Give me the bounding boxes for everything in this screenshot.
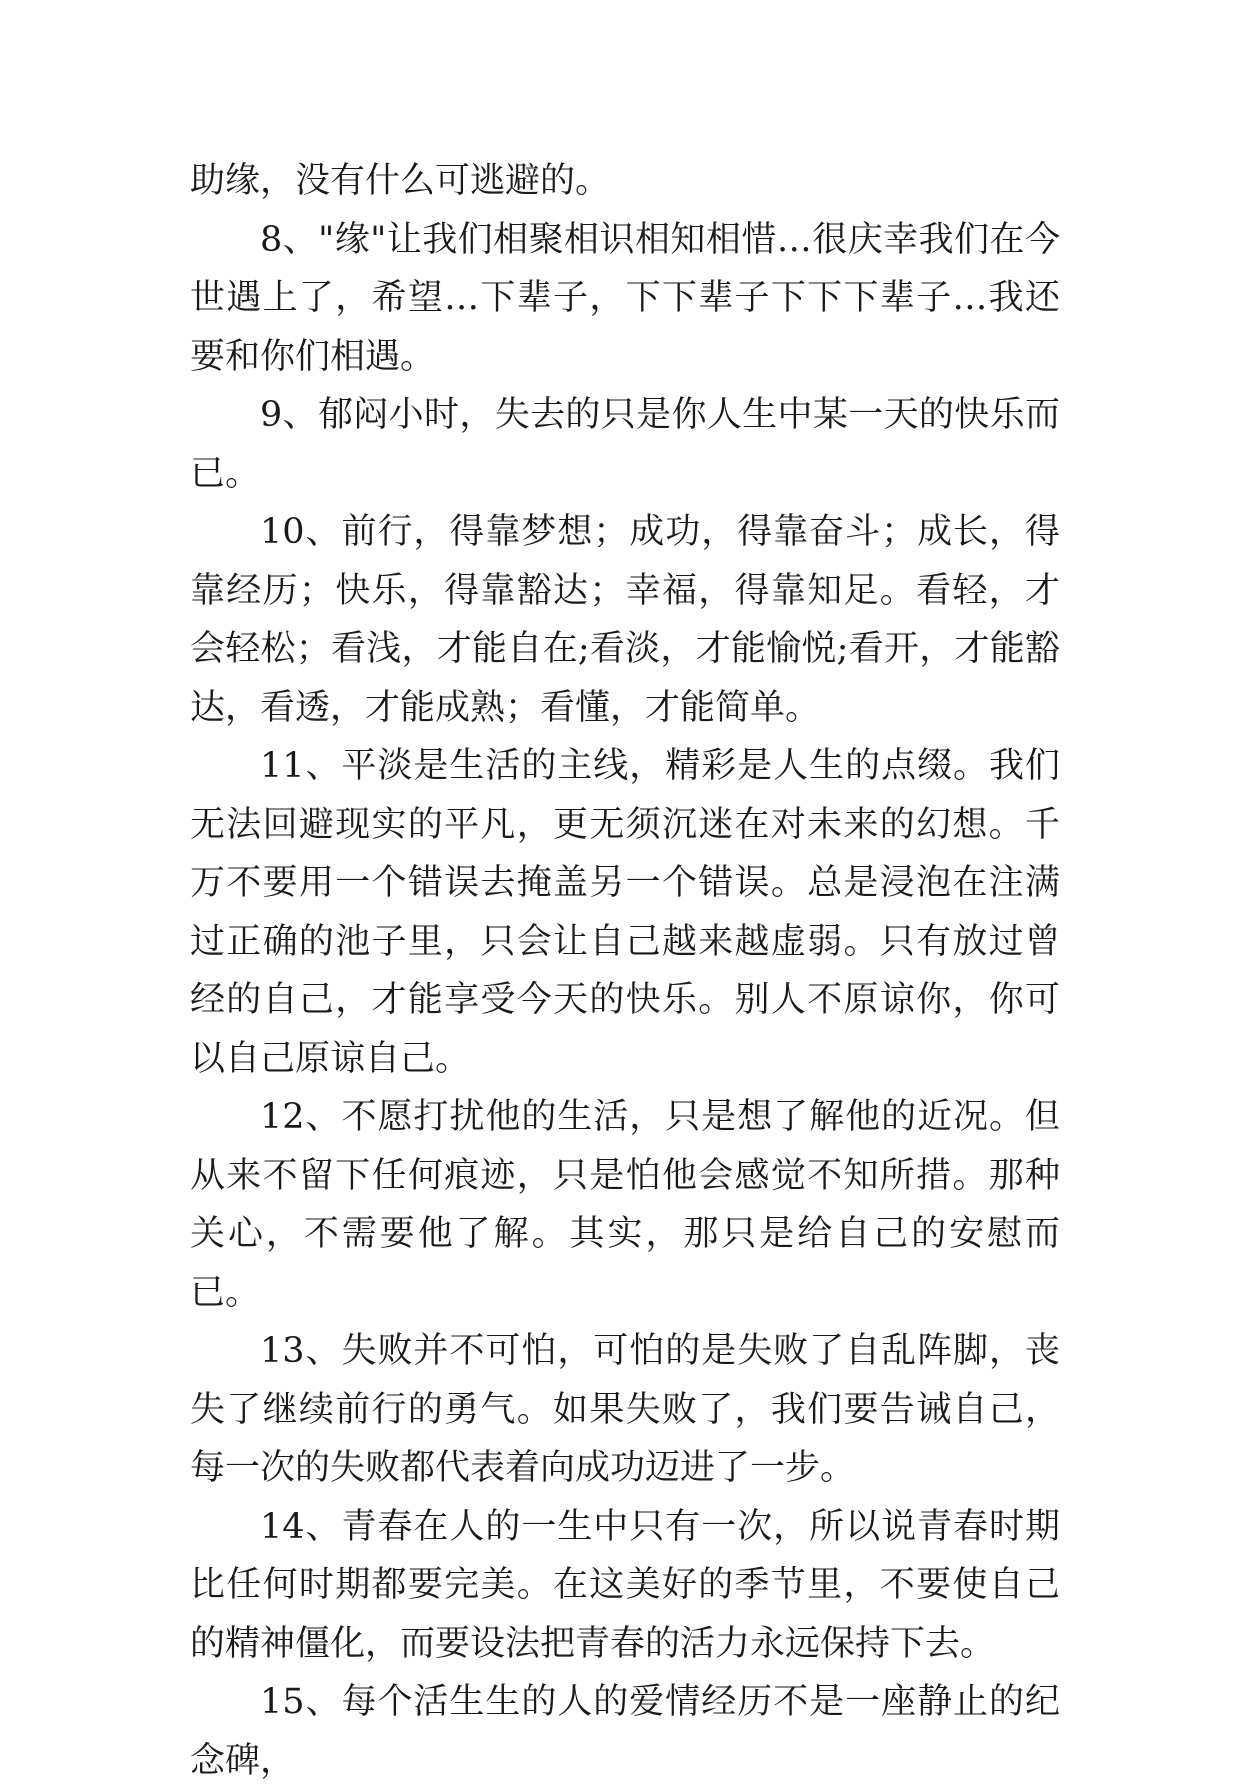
paragraph-item-9: 9、郁闷小时，失去的只是你人生中某一天的快乐而已。 [190, 395, 1060, 494]
paragraph-item-10: 10、前行，得靠梦想；成功，得靠奋斗；成长，得靠经历；快乐，得靠豁达；幸福，得靠知足。看轻，才会轻松；看浅，才能自在;看淡，才能愉悦;看开，才能豁达，看透，才能成熟；看懂，才能简单。 [190, 512, 1060, 728]
paragraph-continuation: 助缘，没有什么可逃避的。 [190, 161, 611, 201]
paragraph-item-13: 13、失败并不可怕，可怕的是失败了自乱阵脚，丧失了继续前行的勇气。如果失败了，我们要告诫自己，每一次的失败都代表着向成功迈进了一步。 [190, 1331, 1060, 1488]
paragraph-item-8: 8、"缘"让我们相聚相识相知相惜…很庆幸我们在今世遇上了，希望…下辈子，下下辈子下下下辈子…我还要和你们相遇。 [190, 219, 1060, 377]
paragraph-item-15: 15、每个活生生的人的爱情经历不是一座静止的纪念碑， [190, 1682, 1060, 1781]
paragraph-item-11: 11、平淡是生活的主线，精彩是人生的点缀。我们无法回避现实的平凡，更无须沉迷在对未来的幻想。千万不要用一个错误去掩盖另一个错误。总是浸泡在注满过正确的池子里，只会让自己越来越虚弱。只有放过曾经的自己，才能享受今天的快乐。别人不原谅你，你可以自己原谅自己。 [190, 746, 1060, 1079]
paragraph-item-12: 12、不愿打扰他的生活，只是想了解他的近况。但从来不留下任何痕迹，只是怕他会感觉不知所措。那种关心，不需要他了解。其实，那只是给自己的安慰而已。 [190, 1097, 1060, 1313]
document-page [190, 152, 1060, 1790]
paragraph-item-14: 14、青春在人的一生中只有一次，所以说青春时期比任何时期都要完美。在这美好的季节里，不要使自己的精神僵化，而要设法把青春的活力永远保持下去。 [190, 1506, 1060, 1664]
